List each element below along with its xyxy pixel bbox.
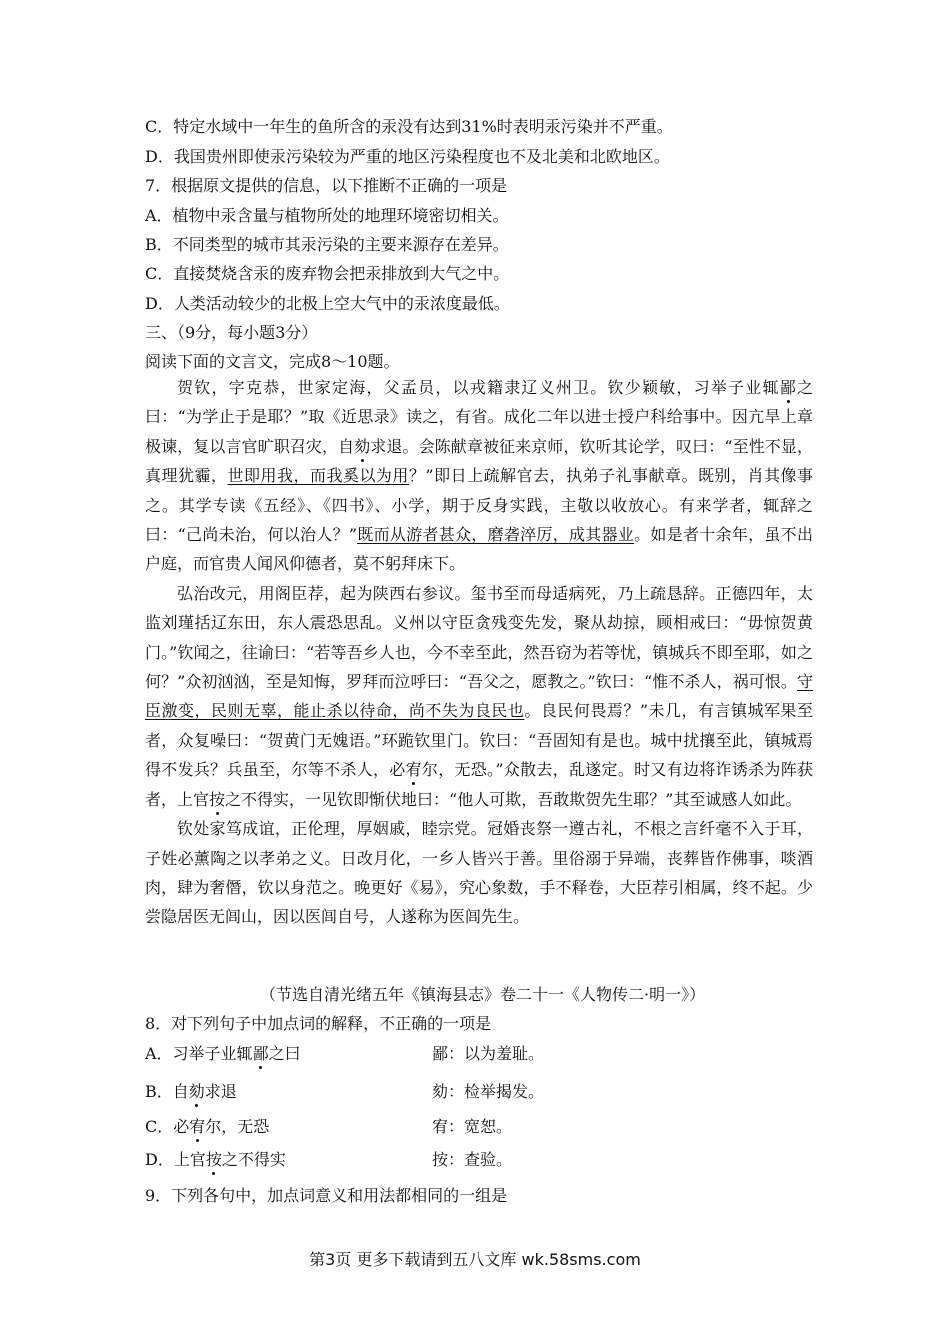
q8-stem: 8．对下列句子中加点词的解释，不正确的一项是 <box>145 1014 492 1033</box>
dotted-word: 按 <box>205 1150 222 1169</box>
q8-option-c: C．必宥尔，无恐 <box>145 1117 270 1136</box>
q8-option-b-explanation: 劾：检举揭发。 <box>432 1082 545 1101</box>
underlined-sentence: 世即用我，而我奚以为用 <box>227 466 409 486</box>
dotted-word: 按 <box>209 789 226 809</box>
dotted-word: 宥 <box>189 1117 206 1136</box>
classical-passage <box>145 373 813 932</box>
q7-stem: 7．根据原文提供的信息，以下推断不正确的一项是 <box>145 176 508 195</box>
underlined-sentence: 守臣激变，民则无辜，能止杀以待命，尚不失为良民也 <box>145 672 813 721</box>
q8-option-a-explanation: 鄙：以为羞耻。 <box>432 1044 545 1063</box>
page-footer: 第3页 更多下载请到五八文库 wk.58sms.com <box>309 1250 641 1269</box>
q7-option-a: A．植物中汞含量与植物所处的地理环境密切相关。 <box>145 206 509 225</box>
q6-option-d: D．我国贵州即使汞污染较为严重的地区污染程度也不及北美和北欧地区。 <box>145 147 670 166</box>
dotted-word: 劾 <box>354 436 371 456</box>
q7-option-b: B．不同类型的城市其汞污染的主要来源存在差异。 <box>145 235 509 254</box>
q8-option-c-explanation: 宥：宽恕。 <box>432 1117 513 1136</box>
q8-option-d-explanation: 按：查验。 <box>432 1150 513 1169</box>
dotted-word: 鄙 <box>252 1044 269 1063</box>
q8-option-d: D．上官按之不得实 <box>145 1150 286 1169</box>
section-instruction: 阅读下面的文言文，完成8～10题。 <box>145 352 400 371</box>
passage-paragraph-1: 贺钦，字克恭，世家定海，父孟员，以戎籍隶辽义州卫。钦少颖敏，习举子业辄鄙之曰：“为学止于是耶？”取《近思录》读之，有省。成化二年以进士授户科给事中。因亢旱上章极谏，复以言官旷职召灾，自劾求退。会陈献章被征来京师，钦听其论学，叹曰：“至性不显，真理犹霾，世即用我，而我奚以为用？”即日上疏解官去，执弟子礼事献章。既别，肖其像事之。其学专读《五经》、《四书》、小学，期于反身实践，主敬以收放心。有来学者，辄辞之曰：“己尚未治，何以治人？”既而从游者甚众，磨砻淬厉，成其器业。如是者十余年，虽不出户庭，而官贵人闻风仰德者，莫不躬拜床下。 <box>145 378 813 574</box>
q6-option-c: C．特定水域中一年生的鱼所含的汞没有达到31%时表明汞污染并不严重。 <box>145 117 673 136</box>
dotted-word: 鄙 <box>779 378 797 397</box>
dotted-word: 劾 <box>188 1082 205 1101</box>
q7-option-d: D．人类活动较少的北极上空大气中的汞浓度最低。 <box>145 294 510 313</box>
passage-source: （节选自清光绪五年《镇海县志》卷二十一《人物传二·明一》） <box>260 985 706 1004</box>
q8-option-a: A．习举子业辄鄙之曰 <box>145 1044 301 1063</box>
passage-paragraph-3: 钦处家笃成谊，正伦理，厚姻戚，睦宗党。冠婚丧祭一遵古礼，不根之言纤毫不入于耳，子姓必薰陶之以孝弟之义。日改月化，一乡人皆兴于善。里俗溺于异端，丧葬皆作佛事，啖酒肉，肆为奢僭，钦以身范之。晚更好《易》，究心象数，手不释卷，大臣荐引相属，终不起。少尝隐居医无闾山，因以医闾自号，人遂称为医闾先生。 <box>145 819 813 927</box>
dotted-word: 宥 <box>405 760 422 780</box>
q9-stem: 9．下列各句中，加点词意义和用法都相同的一组是 <box>145 1186 508 1205</box>
passage-paragraph-2: 弘治改元，用阁臣荐，起为陕西右参议。玺书至而母适病死，乃上疏恳辞。正德四年，太监刘瑾括辽东田，东人震恐思乱。义州以守臣贪残变先发，聚从劫掠，顾相戒曰：“毋惊贺黄门。”钦闻之，往谕曰：“若等吾乡人也，今不幸至此，然吾窃为若等忧，镇城兵不即至耶，如之何？”众初汹汹，至是知悔，罗拜而泣呼曰：“吾父之，愿教之。”钦曰：“惟不杀人，祸可恨。守臣激变，民则无辜，能止杀以待命，尚不失为良民也。良民何畏焉？”未几，有言镇城军果至者，众复噪曰：“贺黄门无媿语。”环跪钦里门。钦曰：“吾固知有是也。城中扰攘至此，镇城焉得不发兵？兵虽至，尔等不杀人，必宥尔，无恐。”众散去，乱遂定。时又有边将诈诱杀为阵获者，上官按之不得实，一见钦即惭伏地曰：“他人可欺，吾敢欺贺先生耶？”其至诚感人如此。 <box>145 583 813 809</box>
q8-option-b: B．自劾求退 <box>145 1082 237 1101</box>
section-heading: 三、（9分，每小题3分） <box>145 323 318 342</box>
q7-option-c: C．直接焚烧含汞的废弃物会把汞排放到大气之中。 <box>145 264 510 283</box>
underlined-sentence: 既而从游者甚众，磨砻淬厉，成其器业 <box>357 525 635 545</box>
